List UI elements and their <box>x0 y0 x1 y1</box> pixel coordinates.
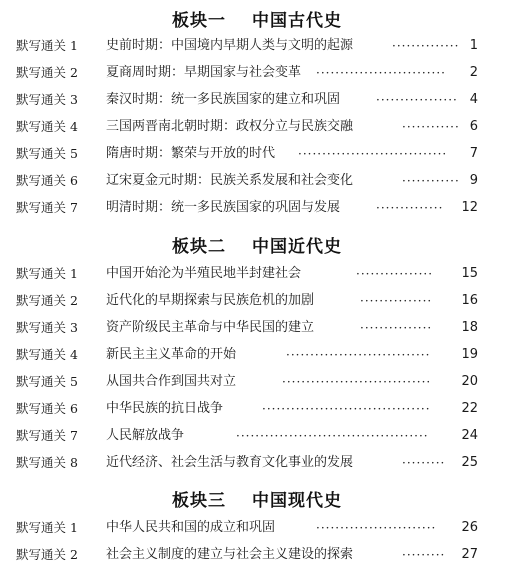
entry-number: 默写通关 5 <box>16 146 78 161</box>
entry-title: 辽宋夏金元时期：民族关系发展和社会变化 <box>106 173 354 188</box>
leader-dots: ··············· <box>360 294 433 308</box>
toc-entry[interactable] <box>16 90 478 110</box>
toc-entry[interactable] <box>16 345 478 365</box>
toc-entry[interactable] <box>16 518 478 538</box>
entry-number: 默写通关 5 <box>16 374 78 389</box>
entry-page: 7 <box>469 146 478 161</box>
leader-dots: ············ <box>402 120 460 134</box>
entry-page: 20 <box>461 374 478 389</box>
entry-number: 默写通关 2 <box>16 65 78 80</box>
entry-page: 26 <box>461 520 478 535</box>
entry-title: 夏商周时期：早期国家与社会变革 <box>106 65 302 80</box>
toc-entry[interactable] <box>16 453 478 473</box>
entry-page: 6 <box>469 119 478 134</box>
toc-entry[interactable] <box>16 117 478 137</box>
toc-entry[interactable] <box>16 399 478 419</box>
entry-title: 新民主主义革命的开始 <box>106 347 237 362</box>
toc-entry[interactable] <box>16 36 478 56</box>
entry-number: 默写通关 2 <box>16 293 78 308</box>
section-name: 中国近代史 <box>252 237 342 257</box>
entry-number: 默写通关 6 <box>16 401 78 416</box>
leader-dots: ········· <box>402 548 446 562</box>
toc-entry[interactable] <box>16 264 478 284</box>
entry-page: 2 <box>469 65 478 80</box>
section-prefix: 板块三 <box>172 491 226 511</box>
section-name: 中国古代史 <box>252 11 342 31</box>
leader-dots: ······························ <box>286 348 431 362</box>
entry-number: 默写通关 3 <box>16 92 78 107</box>
entry-page: 9 <box>469 173 478 188</box>
entry-number: 默写通关 7 <box>16 200 78 215</box>
leader-dots: ············ <box>402 174 460 188</box>
entry-page: 16 <box>461 293 478 308</box>
entry-page: 22 <box>461 401 478 416</box>
leader-dots: ·············· <box>392 39 460 53</box>
toc-entry[interactable] <box>16 63 478 83</box>
leader-dots: ··························· <box>316 66 446 80</box>
leader-dots: ················ <box>356 267 434 281</box>
section-title <box>0 486 514 511</box>
leader-dots: ··································· <box>262 402 431 416</box>
toc-entry[interactable] <box>16 198 478 218</box>
leader-dots: ········· <box>402 456 446 470</box>
toc-entry[interactable] <box>16 372 478 392</box>
entry-title: 隋唐时期：繁荣与开放的时代 <box>106 146 276 161</box>
entry-title: 近代化的早期探索与民族危机的加剧 <box>106 293 315 308</box>
toc-entry[interactable] <box>16 318 478 338</box>
entry-page: 25 <box>461 455 478 470</box>
leader-dots: ··············· <box>360 321 433 335</box>
entry-number: 默写通关 7 <box>16 428 78 443</box>
section-title <box>0 232 514 257</box>
entry-number: 默写通关 2 <box>16 547 78 562</box>
entry-title: 中国开始沦为半殖民地半封建社会 <box>106 266 302 281</box>
toc-entry[interactable] <box>16 426 478 446</box>
entry-title: 从国共合作到国共对立 <box>106 374 237 389</box>
entry-page: 19 <box>461 347 478 362</box>
leader-dots: ······························· <box>282 375 432 389</box>
leader-dots: ·············· <box>376 201 444 215</box>
entry-page: 15 <box>461 266 478 281</box>
leader-dots: ················· <box>376 93 458 107</box>
leader-dots: ······························· <box>298 147 448 161</box>
entry-title: 史前时期：中国境内早期人类与文明的起源 <box>106 38 354 53</box>
entry-number: 默写通关 4 <box>16 347 78 362</box>
entry-title: 资产阶级民主革命与中华民国的建立 <box>106 320 315 335</box>
entry-number: 默写通关 1 <box>16 38 78 53</box>
entry-title: 社会主义制度的建立与社会主义建设的探索 <box>106 547 354 562</box>
entry-page: 12 <box>461 200 478 215</box>
entry-number: 默写通关 1 <box>16 520 78 535</box>
entry-title: 中华人民共和国的成立和巩固 <box>106 520 276 535</box>
toc-entry[interactable] <box>16 291 478 311</box>
section-prefix: 板块二 <box>172 237 226 257</box>
toc-entry[interactable] <box>16 144 478 164</box>
leader-dots: ········································ <box>236 429 429 443</box>
entry-title: 近代经济、社会生活与教育文化事业的发展 <box>106 455 354 470</box>
entry-number: 默写通关 4 <box>16 119 78 134</box>
entry-title: 明清时期：统一多民族国家的巩固与发展 <box>106 200 341 215</box>
entry-title: 秦汉时期：统一多民族国家的建立和巩固 <box>106 92 341 107</box>
entry-number: 默写通关 3 <box>16 320 78 335</box>
entry-title: 中华民族的抗日战争 <box>106 401 224 416</box>
entry-page: 24 <box>461 428 478 443</box>
entry-page: 27 <box>461 547 478 562</box>
entry-page: 1 <box>469 38 478 53</box>
section-title <box>0 6 514 31</box>
entry-page: 4 <box>469 92 478 107</box>
leader-dots: ························· <box>316 521 437 535</box>
entry-number: 默写通关 8 <box>16 455 78 470</box>
section-name: 中国现代史 <box>252 491 342 511</box>
entry-title: 人民解放战争 <box>106 428 185 443</box>
entry-title: 三国两晋南北朝时期：政权分立与民族交融 <box>106 119 354 134</box>
entry-number: 默写通关 1 <box>16 266 78 281</box>
entry-number: 默写通关 6 <box>16 173 78 188</box>
toc-entry[interactable] <box>16 171 478 191</box>
toc-entry[interactable] <box>16 545 478 565</box>
entry-page: 18 <box>461 320 478 335</box>
section-prefix: 板块一 <box>172 11 226 31</box>
